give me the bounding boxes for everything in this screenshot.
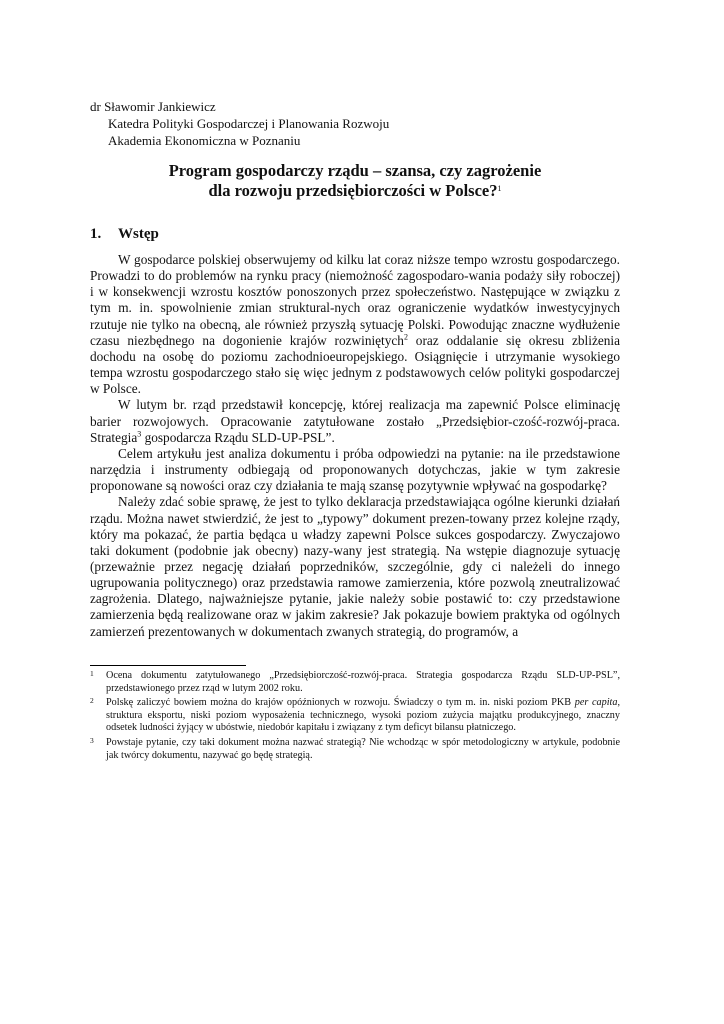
- footnote-ref-1: 1: [497, 184, 502, 193]
- paragraph-4: Należy zdać sobie sprawę, że jest to tylko deklaracja przedstawiająca ogólne kierunki działań rządu. Można nawet stwierdzić, że jest to „typowy” dokument prezen-towany przez kolejne rządy, który ma pokazać, że partia będąca u władzy zapewni Polsce sukces gospodarczy. Zwyczajowo taki dokument (podobnie jak obecny) nazy-wany jest strategią. Na wstępie diagnozuje sytuację (przeważnie przez negację działań poprzedników, szczególnie, gdy ci należeli do innego ugrupowania politycznego) oraz przedstawia ramowe zamierzenia, które pozwolą zneutralizować zagrożenia. Dlatego, najważniejsze pytanie, jakie należy sobie postawić to: czy przedstawione zamierzenia będą realizowane oraz w jakim zakresie? Jak pokazuje bowiem praktyka od ogólnych zamierzeń prezentowanych w dokumentach zwanych strategią, do programów, a: [90, 494, 620, 639]
- author-name: dr Sławomir Jankiewicz: [90, 99, 216, 114]
- section-number: 1.: [90, 226, 102, 242]
- footnote-mark: 2: [90, 696, 94, 706]
- footnote-text-b: , struktura eksportu, niski poziom wyposażenia technicznego, wysoki poziom zużycia majątku produkcyjnego, znaczny odsetek ludności żyjący w ubóstwie, niedobór kapitału i związany z tym deficyt bilansu płatniczego.: [106, 697, 620, 734]
- paragraph-1-text-a: W gospodarce polskiej obserwujemy od kilku lat coraz niższe tempo wzrostu gospodarczego. Prowadzi to do problemów na rynku pracy (niemożność zagospodaro-wania podaży siły roboczej) i w konsekwencji wzrostu kosztów ponoszonych przez społeczeństwo. Następujące w związku z tym m. in. spowolnienie zmian struktural-nych oraz ograniczenie wydatków inwestycyjnych rzutuje nie tylko na obecną, ale również przyszłą sytuację Polski. Powodując znaczne wydłużenie czasu niezbędnego na dogonienie krajów rozwiniętych: [90, 252, 620, 348]
- document-title-line-1: Program gospodarczy rządu – szansa, czy zagrożenie: [168, 161, 542, 180]
- paragraph-1: [90, 252, 620, 397]
- footnote-3: [90, 737, 620, 762]
- section-heading: [90, 226, 159, 243]
- document-title-text: dla rozwoju przedsiębiorczości w Polsce?: [208, 181, 498, 200]
- paragraph-1-text-b: oraz oddalanie się okresu zbliżenia dochodu na osobę do poziomu zachodnioeuropejskiego. Osiągnięcie i utrzymanie wysokiego tempa wzrostu gospodarczego stało się więc jednym z podstawowych celów polityki gospodarczej w Polsce.: [90, 332, 620, 397]
- document-title-line-2: [90, 181, 620, 201]
- footnotes: [90, 670, 620, 764]
- university-name: Akademia Ekonomiczna w Poznaniu: [108, 133, 301, 148]
- footnote-1: [90, 670, 620, 695]
- footnote-2: [90, 697, 620, 735]
- paragraph-3: Celem artykułu jest analiza dokumentu i próba odpowiedzi na pytanie: na ile przedstawione narzędzia i instrumenty odbiegają od proponowanych dotychczas, jakie w tym zakresie proponowane są nowości oraz czy działania te mają szansę pozytywnie wpływać na gospodarkę?: [90, 445, 620, 494]
- footnote-ref-2: 2: [403, 332, 408, 342]
- footnote-ref-3: 3: [137, 429, 142, 439]
- department-name: Katedra Polityki Gospodarczej i Planowania Rozwoju: [108, 116, 390, 131]
- section-title: Wstęp: [118, 226, 159, 242]
- footnote-mark: 3: [90, 735, 94, 745]
- footnote-italic-term: per capita: [574, 697, 618, 709]
- footnote-text-a: Polskę zaliczyć bowiem można do krajów opóźnionych w rozwoju. Świadczy o tym m. in. niski poziom PKB: [106, 697, 575, 709]
- paragraph-2-text-b: gospodarcza Rządu SLD-UP-PSL”.: [141, 429, 335, 445]
- footnote-mark: 1: [90, 669, 94, 678]
- footnote-separator: [90, 665, 246, 666]
- paragraph-2: [90, 397, 620, 445]
- footnote-text: Ocena dokumentu zatytułowanego „Przedsiębiorczość-rozwój-praca. Strategia gospodarcza Rządu SLD-UP-PSL”, przedstawionego przez rząd w lutym 2002 roku.: [106, 670, 620, 694]
- body-text: [90, 252, 620, 640]
- paragraph-2-text-a: W lutym br. rząd przedstawił koncepcję, której realizacja ma zapewnić Polsce eliminację barier rozwojowych. Opracowanie zatytułowane zostało „Przedsiębior-czość-rozwój-praca. Strategia: [90, 397, 620, 445]
- footnote-text: Powstaje pytanie, czy taki dokument można nazwać strategią? Nie wchodząc w spór metodologiczny w artykule, podobnie jak twórcy dokumentu, nazywać go będę strategią.: [106, 736, 620, 761]
